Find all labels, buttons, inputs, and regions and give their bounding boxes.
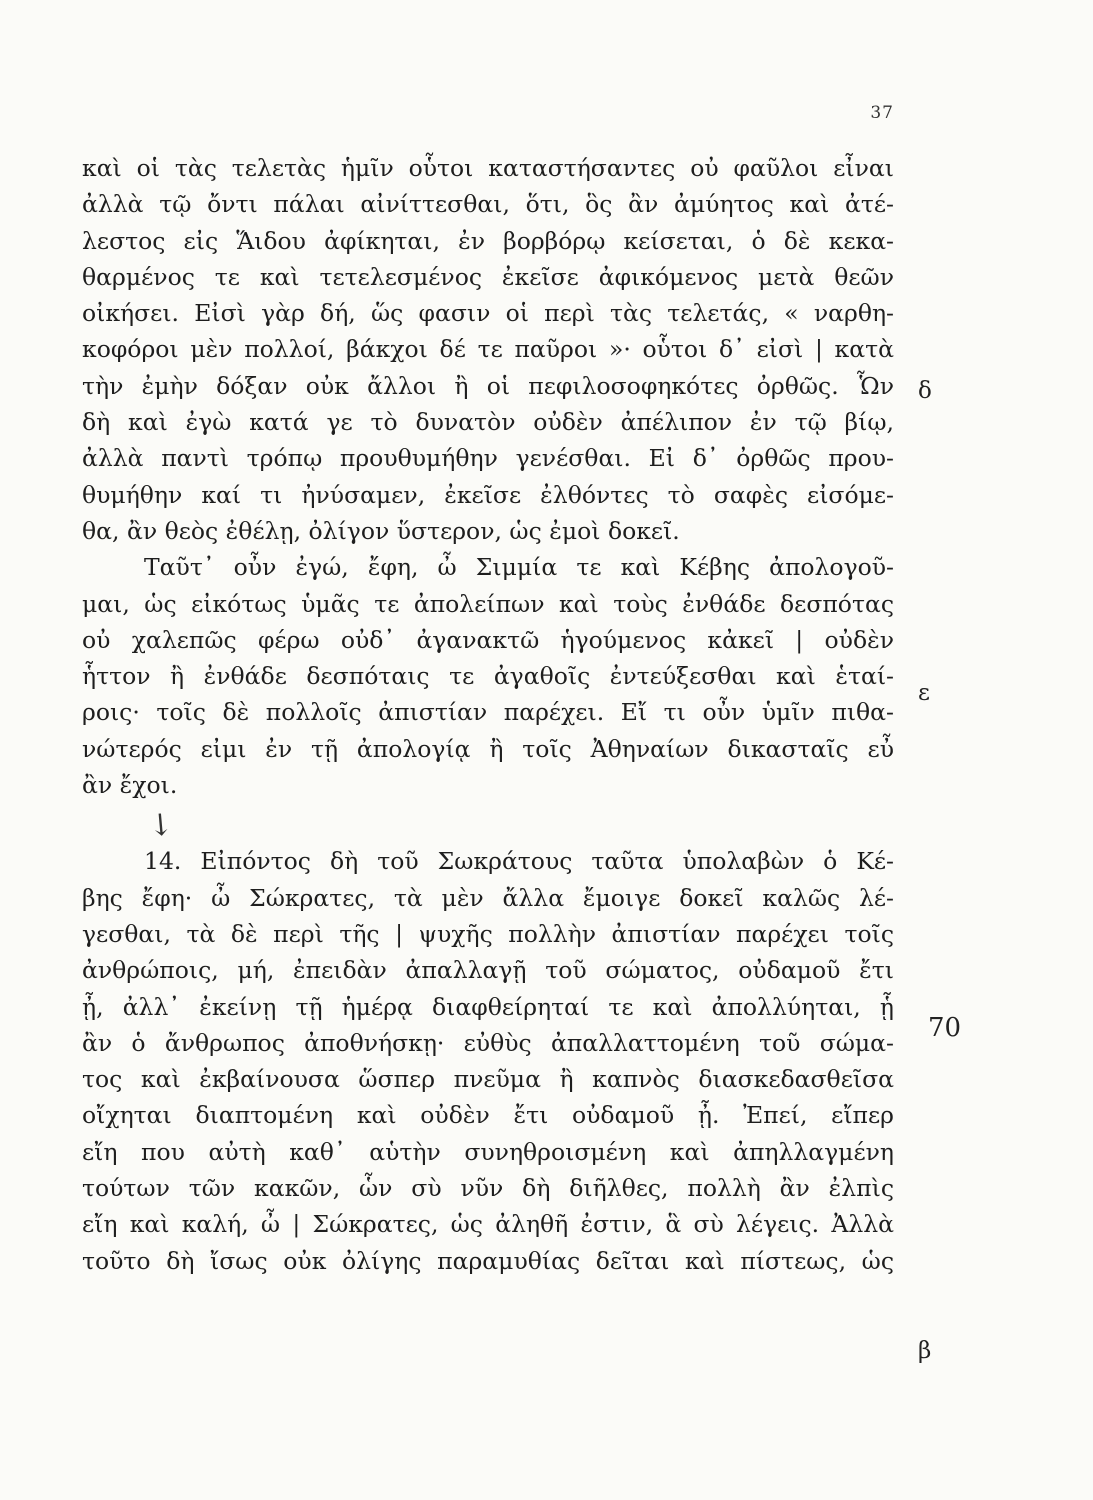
text-line: καὶ οἱ τὰς τελετὰς ἡμῖν οὗτοι καταστήσαντες οὐ φαῦλοι εἶναι [82, 154, 894, 182]
text-line: ᾖ, ἀλλ᾽ ἐκείνῃ τῇ ἡμέρᾳ διαφθείρηταί τε καὶ ἀπολλύηται, ᾗ [82, 992, 894, 1021]
text-line: δὴ καὶ ἐγὼ κατά γε τὸ δυνατὸν οὐδὲν ἀπέλιπον ἐν τῷ βίῳ, [82, 408, 894, 437]
text-line: νώτερός εἰμι ἐν τῇ ἀπολογίᾳ ἢ τοῖς Ἀθηναίων δικασταῖς εὖ [82, 734, 894, 763]
text-line: λεστος εἰς Ἅιδου ἀφίκηται, ἐν βορβόρῳ κείσεται, ὁ δὲ κεκα- [82, 226, 894, 255]
paragraph-2 [82, 549, 894, 803]
text-line: τοῦτο δὴ ἴσως οὐκ ὀλίγης παραμυθίας δεῖται καὶ πίστεως, ὡς [82, 1246, 894, 1275]
text-line: θαρμένος τε καὶ τετελεσμένος ἐκεῖσε ἀφικόμενος μετὰ θεῶν [82, 262, 894, 291]
margin-note-70: 70 [928, 1013, 962, 1043]
text-line: βης ἔφη· ὦ Σώκρατες, τὰ μὲν ἄλλα ἔμοιγε δοκεῖ καλῶς λέ- [82, 883, 894, 912]
text-line: τὴν ἐμὴν δόξαν οὐκ ἄλλοι ἢ οἱ πεφιλοσοφηκότες ὀρθῶς. Ὧν [82, 371, 894, 400]
paragraph-3 [82, 843, 894, 1279]
text-line: 14. Εἰπόντος δὴ τοῦ Σωκράτους ταῦτα ὑπολαβὼν ὁ Κέ- [144, 847, 894, 876]
text-line: οἴχηται διαπτομένη καὶ οὐδὲν ἔτι οὐδαμοῦ ᾖ. Ἐπεί, εἴπερ [82, 1101, 894, 1130]
arrow-annotation-icon: ↘ [139, 803, 182, 847]
text-line: ἀλλὰ τῷ ὄντι πάλαι αἰνίττεσθαι, ὅτι, ὃς ἂν ἀμύητος καὶ ἀτέ- [82, 190, 894, 219]
text-line: θυμήθην καί τι ἠνύσαμεν, ἐκεῖσε ἐλθόντες τὸ σαφὲς εἰσόμε- [82, 480, 894, 509]
text-line: τούτων τῶν κακῶν, ὧν σὺ νῦν δὴ διῆλθες, πολλὴ ἂν ἐλπὶς [82, 1174, 894, 1203]
margin-note-d: δ [918, 378, 932, 404]
text-line: μαι, ὡς εἰκότως ὑμᾶς τε ἀπολείπων καὶ τοὺς ἐνθάδε δεσπότας [82, 589, 894, 618]
text-line: οἰκήσει. Εἰσὶ γὰρ δή, ὥς φασιν οἱ περὶ τὰς τελετάς, « ναρθη- [82, 299, 894, 328]
text-line: ἀνθρώποις, μή, ἐπειδὰν ἀπαλλαγῇ τοῦ σώματος, οὐδαμοῦ ἔτι [82, 956, 894, 985]
text-line: Ταῦτ᾽ οὖν ἐγώ, ἔφη, ὦ Σιμμία τε καὶ Κέβης ἀπολογοῦ- [144, 553, 894, 582]
text-line: εἴη καὶ καλή, ὦ | Σώκρατες, ὡς ἀληθῆ ἐστιν, ἃ σὺ λέγεις. Ἀλλὰ [82, 1210, 894, 1239]
text-line: εἴη που αὐτὴ καθ᾽ αὑτὴν συνηθροισμένη καὶ ἀπηλλαγμένη [82, 1137, 894, 1166]
main-text [82, 150, 894, 1279]
text-line: ἂν ἔχοι. [82, 771, 178, 800]
text-line: κοφόροι μὲν πολλοί, βάκχοι δέ τε παῦροι »· οὗτοι δ᾽ εἰσὶ | κατὰ [82, 335, 894, 364]
page-number: 37 [870, 103, 894, 123]
text-line: τος καὶ ἐκβαίνουσα ὥσπερ πνεῦμα ἢ καπνὸς διασκεδασθεῖσα [82, 1065, 894, 1094]
paragraph-1 [82, 150, 894, 549]
text-line: θα, ἂν θεὸς ἐθέλῃ, ὀλίγον ὕστερον, ὡς ἐμοὶ δοκεῖ. [82, 516, 680, 545]
text-line: ἀλλὰ παντὶ τρόπῳ προυθυμήθην γενέσθαι. Εἰ δ᾽ ὀρθῶς πρου- [82, 444, 894, 473]
margin-note-b: β [918, 1338, 932, 1364]
text-line: ἂν ὁ ἄνθρωπος ἀποθνήσκῃ· εὐθὺς ἀπαλλαττομένη τοῦ σώμα- [82, 1028, 894, 1057]
section-gap [82, 803, 894, 847]
margin-note-e: ε [918, 680, 930, 706]
text-line: ροις· τοῖς δὲ πολλοῖς ἀπιστίαν παρέχει. Εἴ τι οὖν ὑμῖν πιθα- [82, 698, 894, 727]
text-line: ἧττον ἢ ἐνθάδε δεσπόταις τε ἀγαθοῖς ἐντεύξεσθαι καὶ ἑταί- [82, 662, 894, 691]
text-line: οὐ χαλεπῶς φέρω οὐδ᾽ ἀγανακτῶ ἡγούμενος κἀκεῖ | οὐδὲν [82, 625, 894, 654]
text-line: γεσθαι, τὰ δὲ περὶ τῆς | ψυχῆς πολλὴν ἀπιστίαν παρέχει τοῖς [82, 919, 894, 948]
